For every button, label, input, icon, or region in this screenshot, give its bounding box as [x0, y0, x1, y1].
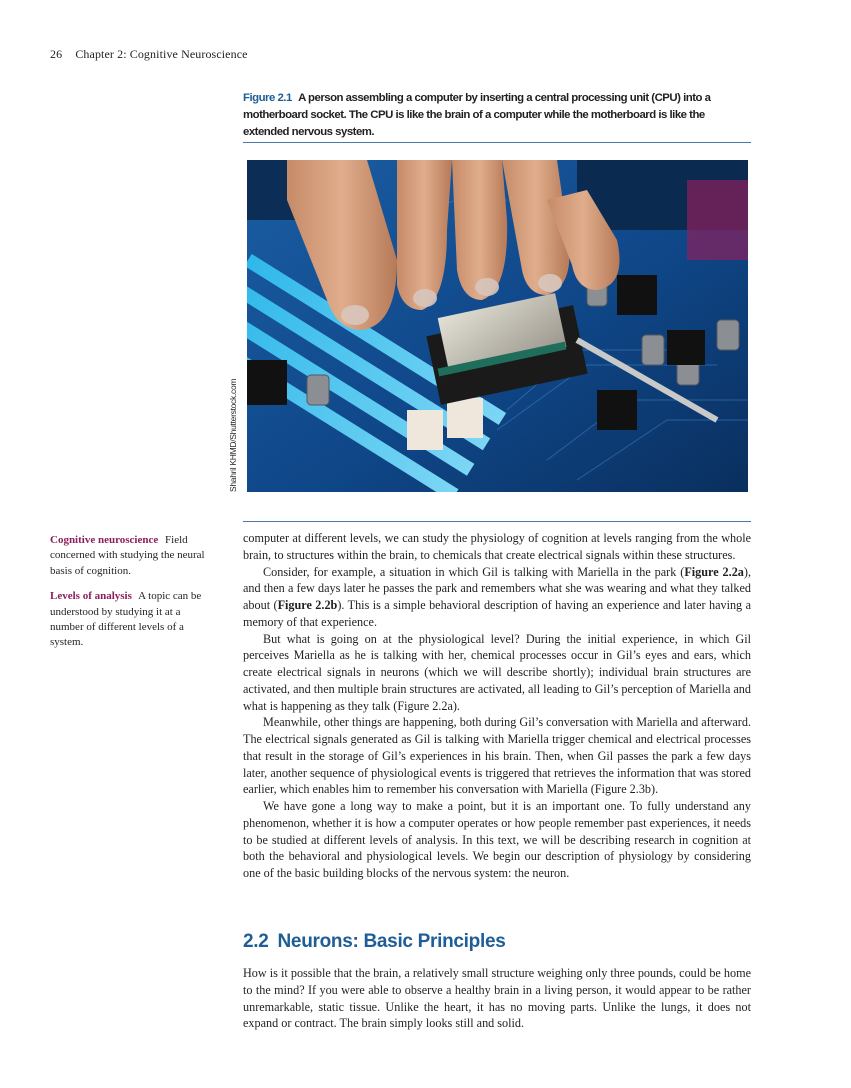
- paragraph: Meanwhile, other things are happening, both during Gil’s conversation with Mariella and afterward. The electrical signals generated as Gil is talking with Mariella trigger chemical and electrical processes that result in the storage of Gil’s experiences in his brain. Then, when Gil passes the park a few days later, another sequence of physiological events is triggered that retrieves the information that was stored earlier, which enables him to remember his conversation with Mariella (Figure 2.3b).: [243, 715, 751, 797]
- figure-caption: [243, 90, 751, 141]
- figure-photo-cpu-motherboard: [247, 160, 748, 492]
- figure-caption-text: A person assembling a computer by inserting a central processing unit (CPU) into a motherboard socket. The CPU is like the brain of a computer while the motherboard is like the extended nervous system.: [243, 92, 711, 138]
- glossary-term: Cognitive neuroscience: [50, 534, 159, 546]
- paragraph: We have gone a long way to make a point, but it is an important one. To fully understand any phenomenon, whether it is how a computer operates or how people remember past experiences, it needs to be studied at different levels of analysis. In this text, we will be describing research in cognition at both the behavioral and physiological levels. We begin our description of physiology by considering one of the basic building blocks of the nervous system: the neuron.: [243, 799, 751, 880]
- figure-bottom-divider: [243, 521, 751, 522]
- caption-divider: [243, 142, 751, 143]
- text-run: ). This is a simple behavioral description of having an experience and later having a memory of that experience.: [243, 598, 751, 629]
- section-number: 2.2: [243, 931, 269, 952]
- body-text: [243, 530, 751, 882]
- text-run: ), and then a few days later he passes the park and remembers what she was wearing and what they talked about (: [243, 564, 751, 612]
- photo-credit: Shahril KHMD/Shutterstock.com: [228, 378, 238, 492]
- figure-reference: Figure 2.2b: [277, 598, 338, 612]
- margin-glossary: [50, 533, 212, 661]
- paragraph: How is it possible that the brain, a relatively small structure weighing only three pounds, could be home to the mind? If you were able to observe a healthy brain in a living person, it would appear to be rather unremarkable, static tissue. Unlike the heart, it has no moving parts. Unlike the lungs, it does not expand or contract. The brain simply looks still and solid.: [243, 966, 751, 1031]
- glossary-entry: [50, 589, 212, 651]
- paragraph: computer at different levels, we can study the physiology of cognition at levels ranging from the whole brain, to structures within the brain, to chemicals that create electrical signals within these structures.: [243, 531, 751, 562]
- figure-reference: Figure 2.2a: [684, 564, 744, 579]
- paragraph: But what is going on at the physiological level? During the initial experience, in which Gil perceives Mariella as he is talking with her, chemical processes occur in Gil’s eyes and ears, which create electrical signals in neurons (which we will describe shortly); individual brain structures are activated, and then multiple brain structures are activated, all leading to Gil’s perception of Mariella and what is happening as they talk (Figure 2.2a).: [243, 631, 751, 713]
- photo-illustration: [247, 160, 748, 492]
- text-run: Consider, for example, a situation in which Gil is talking with Mariella in the park (: [263, 564, 685, 579]
- chapter-title: Chapter 2: Cognitive Neuroscience: [75, 47, 248, 61]
- paragraph: [243, 564, 751, 631]
- glossary-term: Levels of analysis: [50, 590, 132, 603]
- glossary-definition: A topic can be understood by studying it at a number of different levels of a system.: [50, 590, 202, 649]
- figure-label: Figure 2.1: [243, 92, 292, 104]
- page-number: 26: [50, 47, 63, 61]
- section-text: [243, 965, 751, 1032]
- glossary-definition: Field concerned with studying the neural basis of cognition.: [50, 534, 205, 577]
- running-head: [50, 47, 248, 62]
- section-title: Neurons: Basic Principles: [277, 931, 506, 952]
- section-heading: [243, 931, 751, 953]
- glossary-entry: [50, 533, 212, 579]
